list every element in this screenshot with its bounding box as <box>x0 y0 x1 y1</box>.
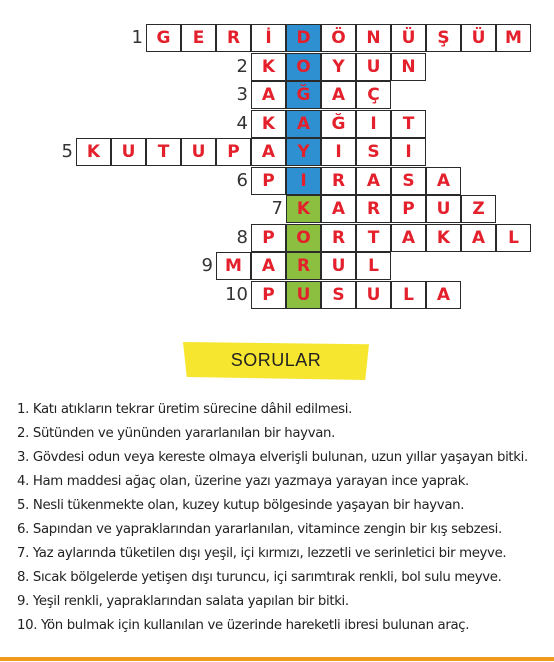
grid-cell: D <box>286 24 321 52</box>
clue-number: 2 <box>236 55 248 77</box>
grid-cell: U <box>356 281 391 309</box>
grid-cell: P <box>251 281 286 309</box>
grid-cell: P <box>251 224 286 252</box>
grid-cell: S <box>356 138 391 166</box>
grid-cell: M <box>216 252 251 280</box>
grid-cell: A <box>356 167 391 195</box>
grid-cell: T <box>356 224 391 252</box>
grid-cell: T <box>146 138 181 166</box>
bottom-divider <box>0 657 554 661</box>
grid-cell: T <box>391 110 426 138</box>
grid-cell: Ü <box>461 24 496 52</box>
grid-cell: U <box>286 281 321 309</box>
grid-cell: U <box>356 53 391 81</box>
grid-cell: Y <box>286 138 321 166</box>
clue-number: 6 <box>236 169 248 191</box>
clue-number: 3 <box>236 84 248 105</box>
question-item: 8. Sıcak bölgelerde yetişen dışı turuncu, içi sarımtırak renkli, bol sulu meyve. <box>17 570 502 585</box>
question-item: 5. Nesli tükenmekte olan, kuzey kutup bölgesinde yaşayan bir hayvan. <box>17 498 465 513</box>
grid-cell: N <box>391 53 426 81</box>
question-item: 1. Katı atıkların tekrar üretim sürecine dâhil edilmesi. <box>17 402 352 417</box>
grid-cell: Ğ <box>286 81 321 109</box>
grid-cell: R <box>286 252 321 280</box>
crossword-grid <box>0 0 554 320</box>
grid-cell: K <box>426 224 461 252</box>
question-item: 6. Sapından ve yapraklarından yararlanılan, vitamince zengin bir kış sebzesi. <box>17 522 502 537</box>
grid-cell: M <box>496 24 531 52</box>
grid-cell: R <box>321 167 356 195</box>
question-item: 3. Gövdesi odun veya kereste olmaya elverişli bulunan, uzun yıllar yaşayan bitki. <box>17 450 528 465</box>
grid-cell: U <box>426 195 461 223</box>
grid-cell: I <box>286 167 321 195</box>
grid-cell: Ö <box>321 24 356 52</box>
grid-cell: L <box>391 281 426 309</box>
grid-cell: A <box>461 224 496 252</box>
grid-cell: O <box>286 53 321 81</box>
question-item: 2. Sütünden ve yününden yararlanılan bir hayvan. <box>17 426 335 441</box>
clue-number: 7 <box>271 198 283 219</box>
grid-cell: K <box>286 195 321 223</box>
grid-cell: G <box>146 24 181 52</box>
question-item: 4. Ham maddesi ağaç olan, üzerine yazı yazmaya yarayan ince yaprak. <box>17 474 469 489</box>
grid-cell: Y <box>321 53 356 81</box>
grid-cell: K <box>76 138 111 166</box>
grid-cell: İ <box>251 24 286 52</box>
clue-number: 5 <box>61 141 73 162</box>
clue-number: 9 <box>201 255 213 276</box>
grid-cell: A <box>426 281 461 309</box>
grid-cell: A <box>391 224 426 252</box>
grid-cell: A <box>251 81 286 109</box>
grid-cell: L <box>356 252 391 280</box>
grid-cell: A <box>286 110 321 138</box>
grid-cell: P <box>391 195 426 223</box>
grid-cell: I <box>391 138 426 166</box>
grid-cell: Ğ <box>321 110 356 138</box>
grid-cell: Ü <box>391 24 426 52</box>
grid-cell: U <box>321 252 356 280</box>
grid-cell: P <box>216 138 251 166</box>
grid-cell: A <box>251 138 286 166</box>
grid-cell: R <box>216 24 251 52</box>
question-item: 7. Yaz aylarında tüketilen dışı yeşil, içi kırmızı, lezzetli ve serinletici bir meyve. <box>17 546 507 561</box>
grid-cell: R <box>356 195 391 223</box>
grid-cell: U <box>111 138 146 166</box>
grid-cell: A <box>426 167 461 195</box>
questions-list <box>17 398 547 638</box>
grid-cell: K <box>251 110 286 138</box>
grid-cell: K <box>251 53 286 81</box>
grid-cell: A <box>321 195 356 223</box>
clue-number: 10 <box>225 283 248 305</box>
grid-cell: S <box>391 167 426 195</box>
grid-cell: A <box>251 252 286 280</box>
grid-cell: S <box>321 281 356 309</box>
clue-number: 1 <box>131 27 143 48</box>
grid-cell: E <box>181 24 216 52</box>
grid-cell: N <box>356 24 391 52</box>
grid-cell: Ç <box>356 81 391 109</box>
grid-cell: I <box>321 138 356 166</box>
grid-cell: Z <box>461 195 496 223</box>
grid-cell: P <box>251 167 286 195</box>
grid-cell: L <box>496 224 531 252</box>
questions-title: SORULAR <box>230 350 322 370</box>
grid-cell: U <box>181 138 216 166</box>
clue-number: 4 <box>236 112 248 134</box>
clue-number: 8 <box>236 226 248 248</box>
grid-cell: I <box>356 110 391 138</box>
grid-cell: A <box>321 81 356 109</box>
question-item: 9. Yeşil renkli, yapraklarından salata yapılan bir bitki. <box>17 594 349 609</box>
grid-cell: O <box>286 224 321 252</box>
question-item: 10. Yön bulmak için kullanılan ve üzerinde hareketli ibresi bulunan araç. <box>17 618 470 633</box>
grid-cell: Ş <box>426 24 461 52</box>
grid-cell: R <box>321 224 356 252</box>
